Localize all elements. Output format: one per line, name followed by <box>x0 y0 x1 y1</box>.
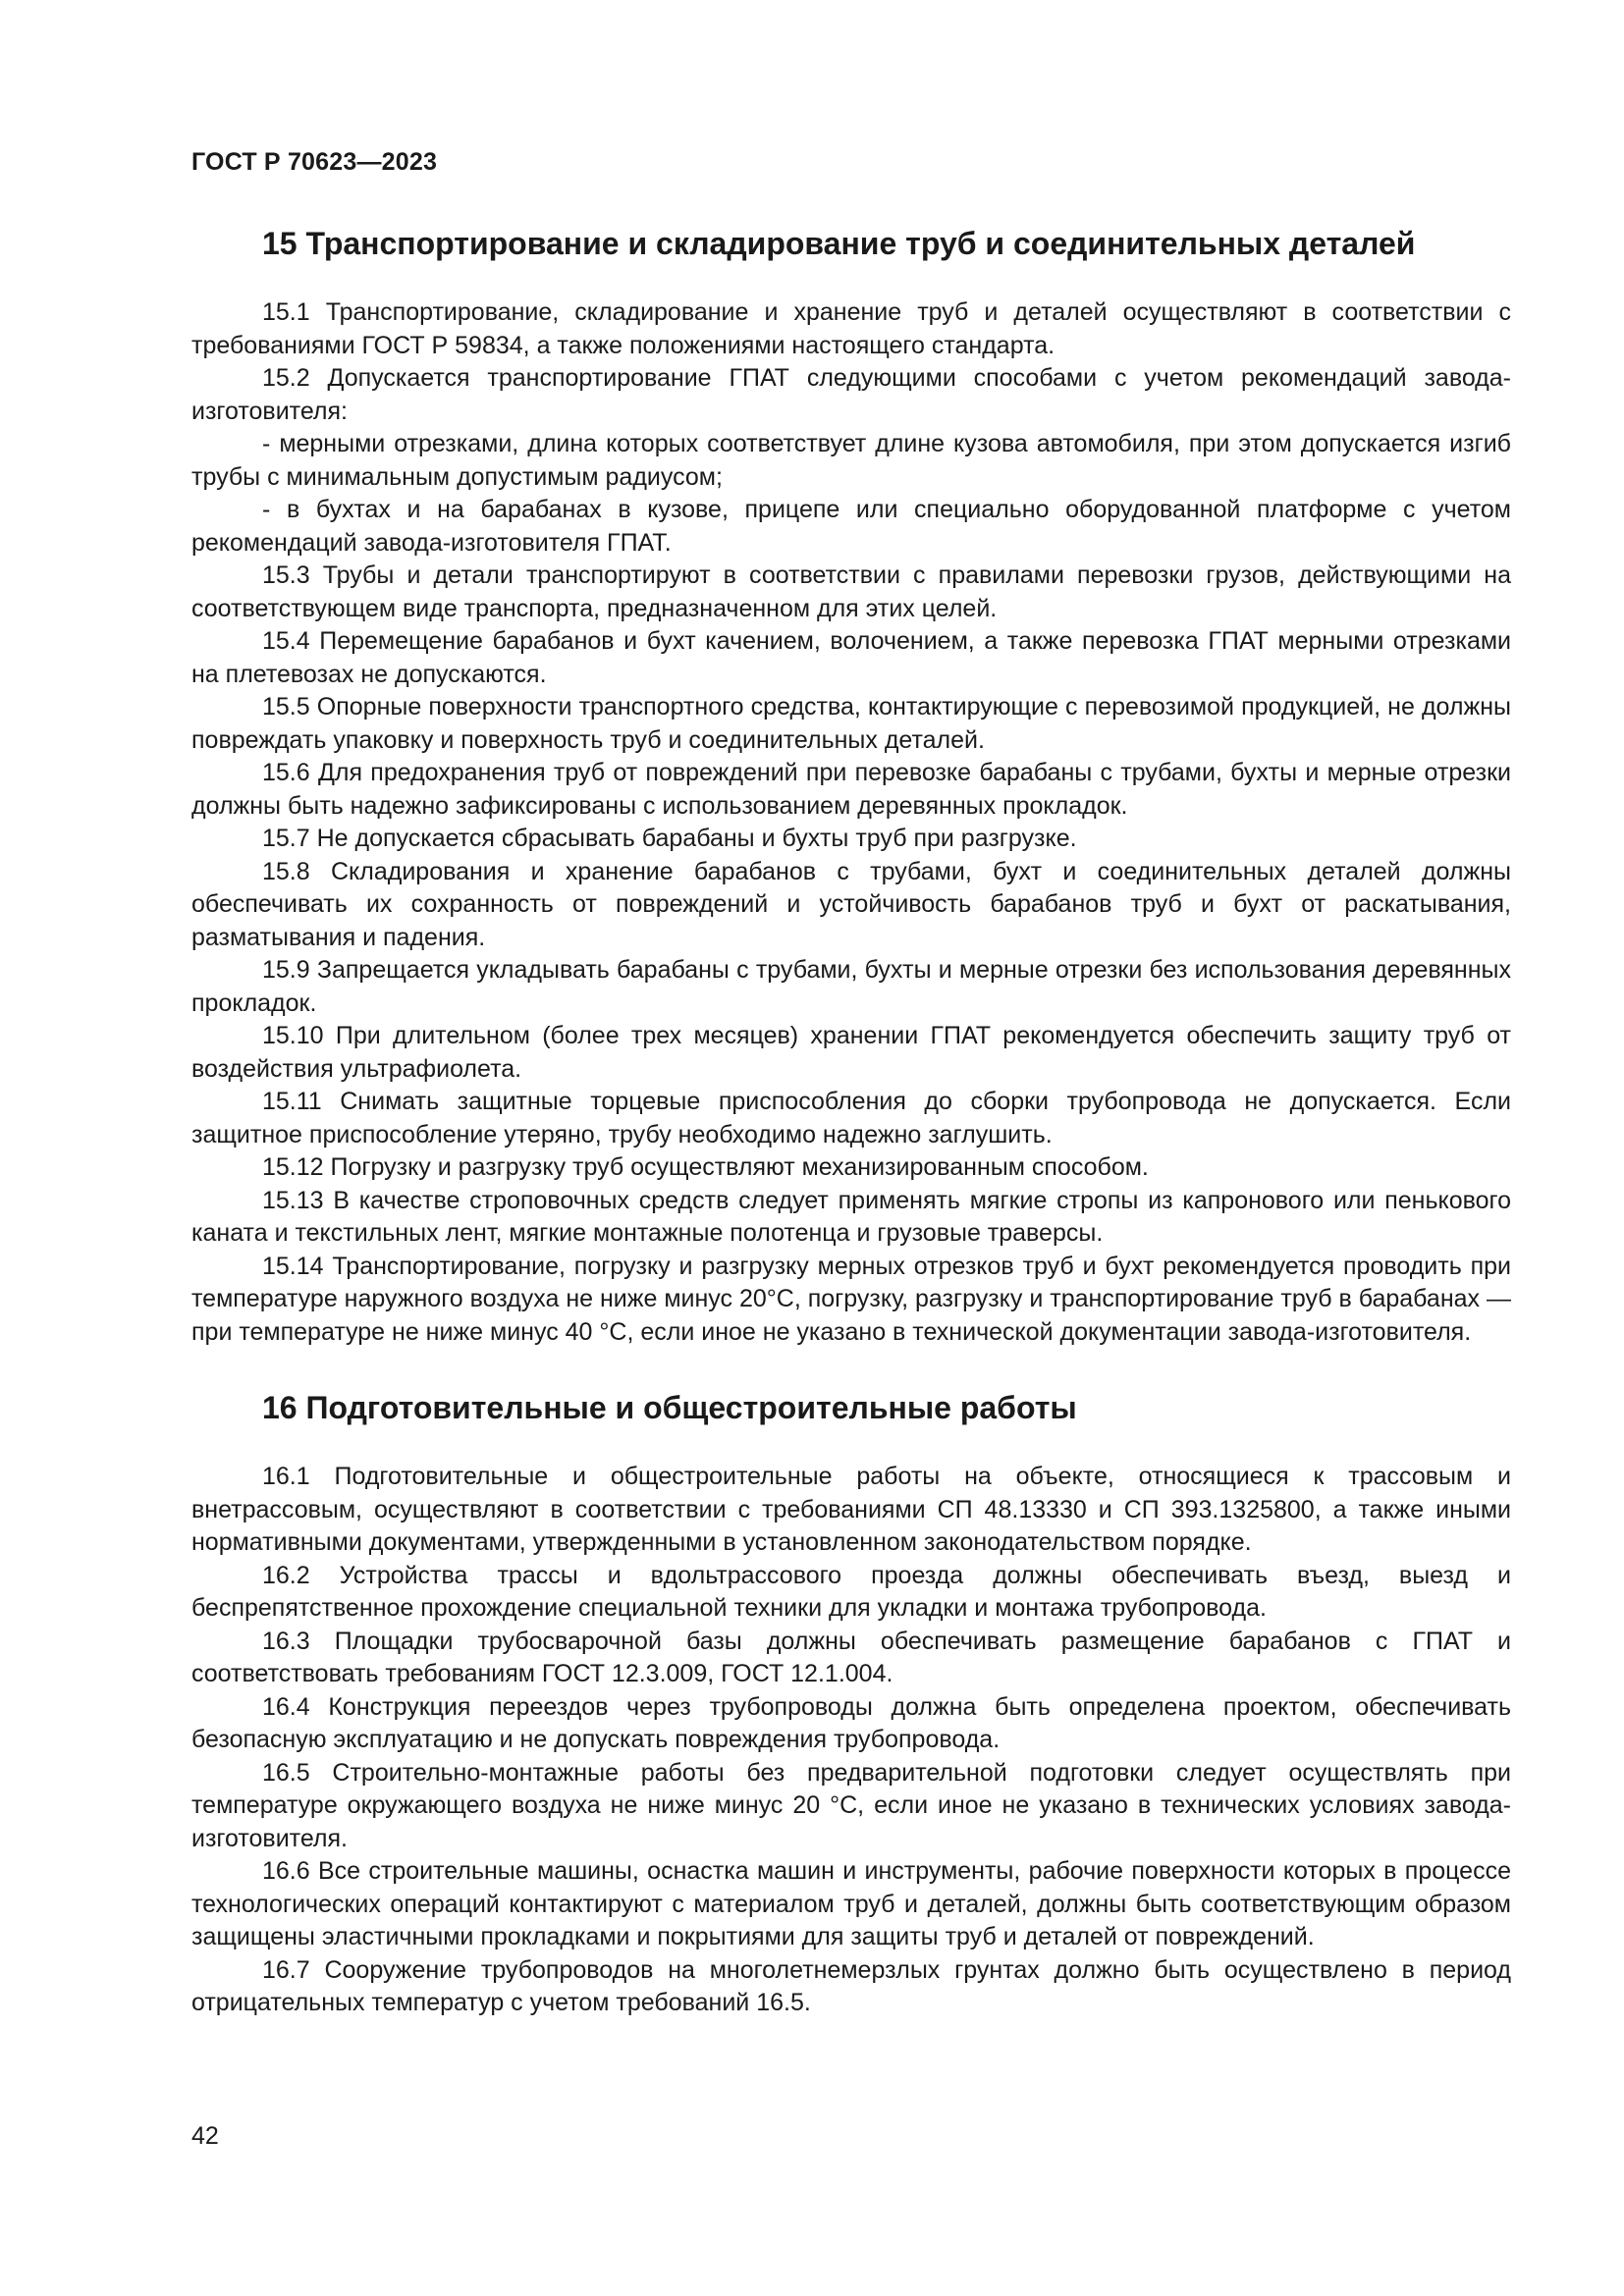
clause-15-11: 15.11 Снимать защитные торцевые приспособления до сборки трубопровода не допускается. Если защитное приспособление утеряно, трубу необходимо надежно заглушить. <box>191 1088 1511 1148</box>
clause-15-8: 15.8 Складирования и хранение барабанов с трубами, бухт и соединительных деталей должны обеспечивать их сохранность от повреждений и устойчивость барабанов труб и бухт от раскатывания, разматывания и падения. <box>191 857 1511 951</box>
clause-15-12: 15.12 Погрузку и разгрузку труб осуществляют механизированным способом. <box>262 1153 1149 1181</box>
clause-16-7: 16.7 Сооружение трубопроводов на многолетнемерзлых грунтах должно быть осуществлено в период отрицательных температур с учетом требований 16.5. <box>191 1955 1511 2016</box>
clause-15-1: 15.1 Транспортирование, складирование и хранение труб и деталей осуществляют в соответствии с требованиями ГОСТ Р 59834, а также положениями настоящего стандарта. <box>191 298 1511 359</box>
section-16-body <box>191 1461 1511 2020</box>
page-number: 42 <box>191 2122 219 2150</box>
clause-15-13: 15.13 В качестве строповочных средств следует применять мягкие стропы из капронового или пенькового каната и текстильных лент, мягкие монтажные полотенца и грузовые траверсы. <box>191 1186 1511 1247</box>
clause-16-5: 16.5 Строительно-монтажные работы без предварительной подготовки следует осуществлять при температуре окружающего воздуха не ниже минус 20 °С, если иное не указано в технических условиях завода-изготовителя. <box>191 1758 1511 1852</box>
clause-15-9: 15.9 Запрещается укладывать барабаны с трубами, бухты и мерные отрезки без использования деревянных прокладок. <box>191 956 1511 1017</box>
clause-15-10: 15.10 При длительном (более трех месяцев) хранении ГПАТ рекомендуется обеспечить защиту труб от воздействия ультрафиолета. <box>191 1022 1511 1083</box>
clause-16-1: 16.1 Подготовительные и общестроительные работы на объекте, относящиеся к трассовым и внетрассовым, осуществляют в соответствии с требованиями СП 48.13330 и СП 393.1325800, а также иными нормативными документами, утвержденными в установленном законодательством порядке. <box>191 1463 1511 1556</box>
clause-15-4: 15.4 Перемещение барабанов и бухт качением, волочением, а также перевозка ГПАТ мерными отрезками на плетевозах не допускаются. <box>191 627 1511 688</box>
standard-designation: ГОСТ Р 70623—2023 <box>191 148 438 176</box>
clause-16-3: 16.3 Площадки трубосварочной базы должны обеспечивать размещение барабанов с ГПАТ и соответствовать требованиям ГОСТ 12.3.009, ГОСТ 12.1.004. <box>191 1627 1511 1687</box>
clause-16-4: 16.4 Конструкция переездов через трубопроводы должна быть определена проектом, обеспечивать безопасную эксплуатацию и не допускать повреждения трубопровода. <box>191 1692 1511 1753</box>
section-15-body <box>191 296 1511 1349</box>
clause-15-5: 15.5 Опорные поверхности транспортного средства, контактирующие с перевозимой продукцией, не должны повреждать упаковку и поверхность труб и соединительных деталей. <box>191 693 1511 754</box>
section-16-title: 16 Подготовительные и общестроительные работы <box>262 1390 1077 1425</box>
clause-16-2: 16.2 Устройства трассы и вдольтрассового проезда должны обеспечивать въезд, выезд и беспрепятственное прохождение специальной техники для укладки и монтажа трубопровода. <box>191 1561 1511 1622</box>
clause-15-3: 15.3 Трубы и детали транспортируют в соответствии с правилами перевозки грузов, действующими на соответствующем виде транспорта, предназначенном для этих целей. <box>191 561 1511 622</box>
clause-15-2-item-2: - в бухтах и на барабанах в кузове, прицепе или специально оборудованной платформе с учетом рекомендаций завода-изготовителя ГПАТ. <box>191 496 1511 557</box>
clause-16-6: 16.6 Все строительные машины, оснастка машин и инструменты, рабочие поверхности которых в процессе технологических операций контактируют с материалом труб и деталей, должны быть соответствующим образом защищены эластичными прокладками и покрытиями для защиты труб и деталей от повреждений. <box>191 1857 1511 1950</box>
clause-15-6: 15.6 Для предохранения труб от повреждений при перевозке барабаны с трубами, бухты и мерные отрезки должны быть надежно зафиксированы с использованием деревянных прокладок. <box>191 759 1511 820</box>
clause-15-2: 15.2 Допускается транспортирование ГПАТ следующими способами с учетом рекомендаций завода-изготовителя: <box>191 364 1511 425</box>
clause-15-14: 15.14 Транспортирование, погрузку и разгрузку мерных отрезков труб и бухт рекомендуется проводить при температуре наружного воздуха не ниже минус 20°С, погрузку, разгрузку и транспортирование труб в барабанах — при температуре не ниже минус 40 °С, если иное не указано в технической документации завода-изготовителя. <box>191 1252 1511 1346</box>
section-15-title: 15 Транспортирование и складирование труб и соединительных деталей <box>262 226 1416 261</box>
clause-15-7: 15.7 Не допускается сбрасывать барабаны и бухты труб при разгрузке. <box>262 825 1077 852</box>
clause-15-2-item-1: - мерными отрезками, длина которых соответствует длине кузова автомобиля, при этом допускается изгиб трубы с минимальным допустимым радиусом; <box>191 430 1511 491</box>
document-body <box>191 224 1511 2020</box>
